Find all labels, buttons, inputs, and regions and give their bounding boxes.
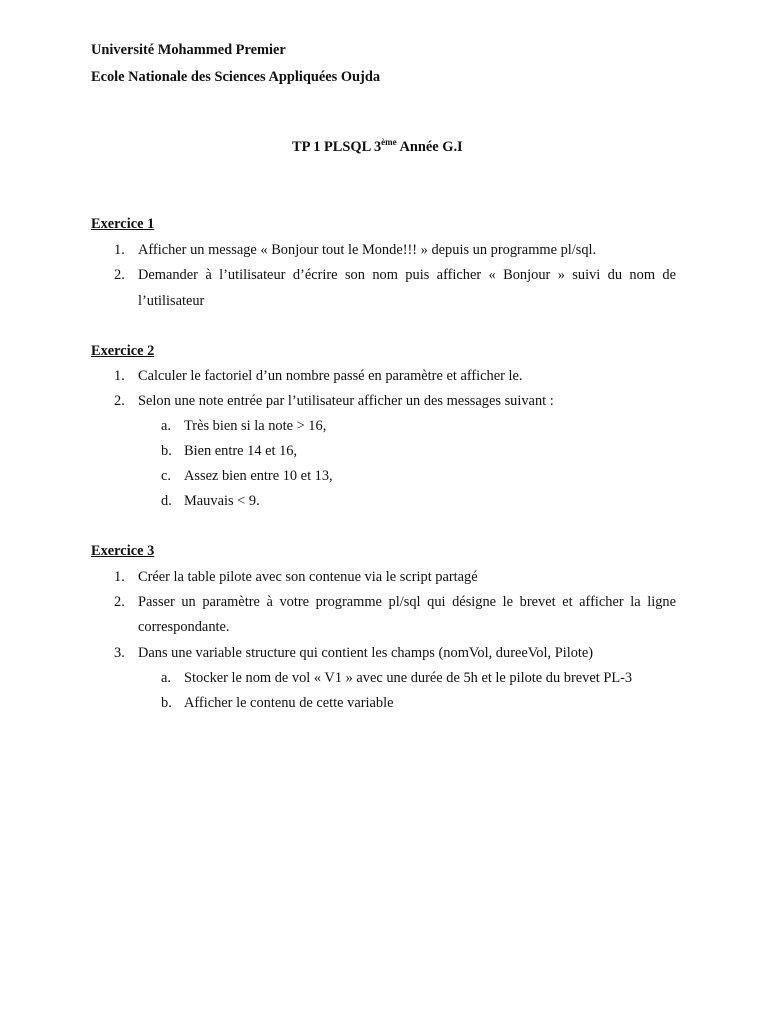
ex3-item3-number: 3. bbox=[114, 645, 125, 661]
ex2-subitem-c-text: Assez bien entre 10 et 13, bbox=[184, 468, 333, 484]
ex1-item2-continuation: l’utilisateur bbox=[138, 293, 205, 309]
ex2-item2-text: Selon une note entrée par l’utilisateur afficher un des messages suivant : bbox=[138, 393, 554, 409]
title-prefix: TP 1 PLSQL 3 bbox=[292, 139, 382, 155]
exercise-1-title: Exercice 1 bbox=[91, 216, 155, 232]
ex1-item1-number: 1. bbox=[114, 242, 125, 258]
ex2-item2-number: 2. bbox=[114, 393, 125, 409]
ex3-subitem-a-text: Stocker le nom de vol « V1 » avec une durée de 5h et le pilote du brevet PL-3 bbox=[184, 670, 633, 686]
ex3-item2-number: 2. bbox=[114, 594, 125, 610]
ex3-item2-text: Passer un paramètre à votre programme pl/sql qui désigne le brevet et afficher la ligne bbox=[138, 594, 676, 610]
ex3-item3-text: Dans une variable structure qui contient les champs (nomVol, dureeVol, Pilote) bbox=[138, 645, 594, 661]
ex1-item2-number: 2. bbox=[114, 267, 125, 283]
ex1-item2-text: Demander à l’utilisateur d’écrire son nom puis afficher « Bonjour » suivi du nom de bbox=[138, 267, 676, 283]
document-title bbox=[292, 137, 463, 156]
ex3-item1-number: 1. bbox=[114, 569, 125, 585]
ex3-subitem-a-letter: a. bbox=[161, 670, 171, 686]
title-superscript: ème bbox=[381, 137, 397, 147]
ex3-item1-text: Créer la table pilote avec son contenue via le script partagé bbox=[138, 569, 478, 585]
ex2-subitem-a-letter: a. bbox=[161, 418, 171, 434]
ex2-subitem-b-text: Bien entre 14 et 16, bbox=[184, 443, 298, 459]
ex2-subitem-b-letter: b. bbox=[161, 443, 172, 459]
title-suffix: Année G.I bbox=[396, 139, 463, 155]
university-name: Université Mohammed Premier bbox=[91, 42, 286, 58]
ex2-subitem-d-text: Mauvais < 9. bbox=[184, 493, 260, 509]
exercise-2-title: Exercice 2 bbox=[91, 343, 155, 359]
school-name: Ecole Nationale des Sciences Appliquées Oujda bbox=[91, 69, 381, 85]
ex2-subitem-a-text: Très bien si la note > 16, bbox=[184, 418, 327, 434]
ex2-subitem-d-letter: d. bbox=[161, 493, 172, 509]
ex2-item1-text: Calculer le factoriel d’un nombre passé en paramètre et afficher le. bbox=[138, 368, 523, 384]
ex3-item2-continuation: correspondante. bbox=[138, 619, 230, 635]
ex1-item1-text: Afficher un message « Bonjour tout le Monde!!! » depuis un programme pl/sql. bbox=[138, 242, 597, 258]
exercise-3-title: Exercice 3 bbox=[91, 543, 155, 559]
ex2-item1-number: 1. bbox=[114, 368, 125, 384]
ex3-subitem-b-letter: b. bbox=[161, 695, 172, 711]
ex2-subitem-c-letter: c. bbox=[161, 468, 171, 484]
ex3-subitem-b-text: Afficher le contenu de cette variable bbox=[184, 695, 394, 711]
